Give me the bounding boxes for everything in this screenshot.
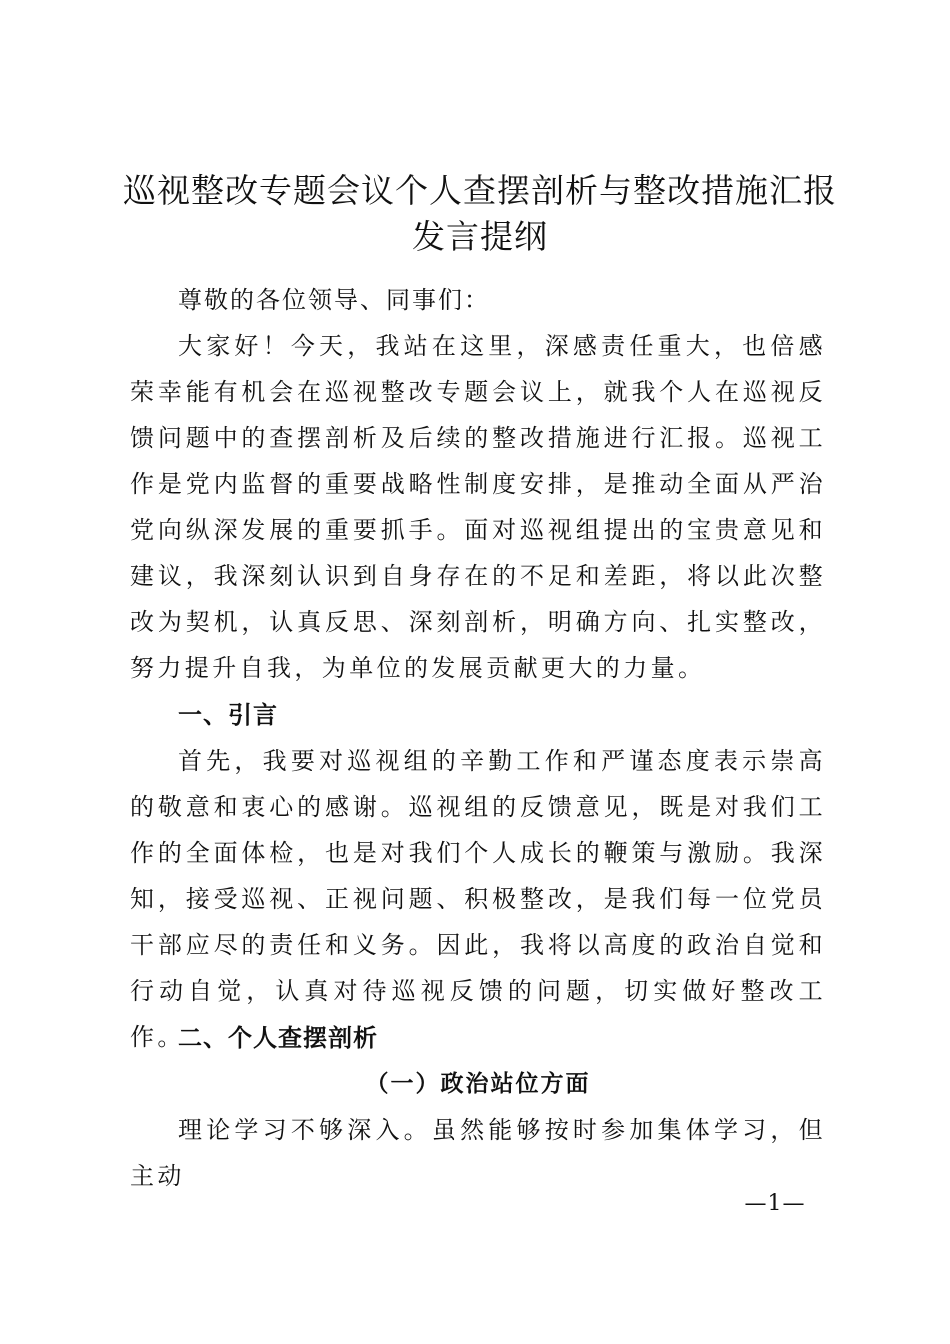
- page-number: —1—: [744, 1191, 806, 1216]
- section-heading-personal-analysis: 二、个人查摆剖析: [178, 1024, 378, 1052]
- salutation: 尊敬的各位领导、同事们：: [178, 286, 490, 314]
- subsection-paragraph-political-stance: 理论学习不够深入。虽然能够按时参加集体学习，但主动: [130, 1116, 826, 1190]
- subsection-heading-political-stance: （一）政治站位方面: [365, 1070, 591, 1097]
- document-title: 巡视整改专题会议个人查摆剖析与整改措施汇报发言提纲: [123, 171, 837, 256]
- section-paragraph-introduction: 首先，我要对巡视组的辛勤工作和严谨态度表示崇高的敬意和衷心的感谢。巡视组的反馈意见，既是对我们工作的全面体检，也是对我们个人成长的鞭策与激励。我深知，接受巡视、正视问题、积极整改，是我们每一位党员干部应尽的责任和义务。因此，我将以高度的政治自觉和行动自觉，认真对待巡视反馈的问题，切实做好整改工作。: [130, 747, 826, 1051]
- intro-paragraph: 大家好！今天，我站在这里，深感责任重大，也倍感荣幸能有机会在巡视整改专题会议上，就我个人在巡视反馈问题中的查摆剖析及后续的整改措施进行汇报。巡视工作是党内监督的重要战略性制度安排，是推动全面从严治党向纵深发展的重要抓手。面对巡视组提出的宝贵意见和建议，我深刻认识到自身存在的不足和差距，将以此次整改为契机，认真反思、深刻剖析，明确方向、扎实整改，努力提升自我，为单位的发展贡献更大的力量。: [130, 332, 826, 682]
- section-heading-introduction: 一、引言: [178, 701, 278, 729]
